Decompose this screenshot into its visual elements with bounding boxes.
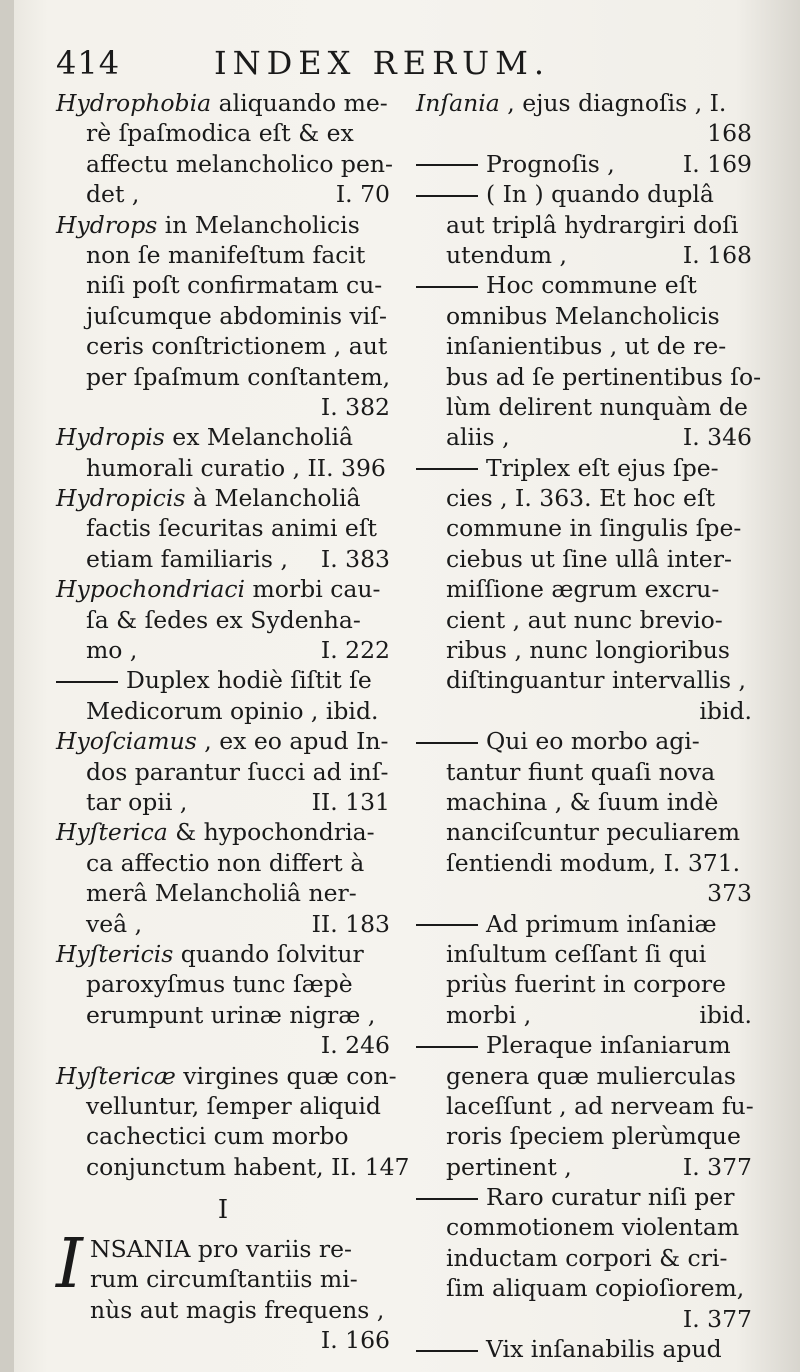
entry-text: paroxyſmus tunc ſæpè xyxy=(86,970,353,999)
index-entry xyxy=(56,88,393,210)
entry-text: affectu melancholico pen- xyxy=(86,149,393,178)
index-entry xyxy=(416,1182,752,1334)
line-text-group xyxy=(90,1295,384,1325)
drop-cap: I xyxy=(56,1225,83,1305)
index-line xyxy=(56,878,390,908)
entry-text: virgines quæ con- xyxy=(175,1061,397,1090)
entry-text: factis ſecuritas animi eſt xyxy=(86,514,377,543)
index-line xyxy=(416,969,752,999)
index-line xyxy=(416,149,752,179)
line-text-group xyxy=(86,544,288,574)
repeat-dash xyxy=(416,468,478,470)
entry-text: non ſe manifeſtum facit xyxy=(86,240,366,269)
index-line xyxy=(416,1243,752,1273)
entry-text: ribus , nunc longioribus xyxy=(446,636,730,665)
page-reference: ibid. xyxy=(699,1000,752,1029)
index-line xyxy=(56,1000,390,1030)
index-entry xyxy=(56,665,390,726)
line-text-group xyxy=(446,1061,736,1091)
index-line xyxy=(56,909,390,939)
index-line xyxy=(90,1325,390,1355)
index-line xyxy=(416,1121,752,1151)
line-text-group xyxy=(446,483,715,513)
index-line xyxy=(416,909,752,939)
line-text-group xyxy=(446,240,567,270)
entry-text: Qui eo morbo agi- xyxy=(486,727,700,756)
line-text-group xyxy=(86,878,357,908)
repeat-dash xyxy=(416,1198,478,1200)
entry-text: ca affectio non differt à xyxy=(86,848,365,877)
index-line xyxy=(56,1121,390,1151)
line-text-group xyxy=(86,909,142,939)
index-line xyxy=(416,1182,752,1212)
running-head xyxy=(56,44,756,94)
entry-text: humorali curatio , II. 396 xyxy=(86,453,386,482)
index-entry xyxy=(56,210,390,423)
index-line xyxy=(416,301,752,331)
index-line xyxy=(56,574,390,604)
repeat-dash xyxy=(416,286,478,288)
line-text-group xyxy=(86,513,377,543)
index-line xyxy=(416,1212,752,1242)
index-line xyxy=(416,1061,752,1091)
index-line xyxy=(416,331,752,361)
entry-headword: Hydropis xyxy=(56,423,165,452)
index-line xyxy=(56,149,393,179)
index-line xyxy=(416,574,752,604)
entry-text: diſtinguantur intervallis , xyxy=(446,666,747,695)
line-text-group xyxy=(86,787,187,817)
entry-text: utendum , xyxy=(446,240,568,269)
entry-text: rè ſpaſmodica eſt & ex xyxy=(86,119,354,148)
entry-headword: Hyſterica xyxy=(56,818,168,847)
line-text-group xyxy=(86,240,365,270)
repeat-dash xyxy=(416,742,478,744)
index-line xyxy=(56,270,390,300)
entry-text: rum circumſtantiis mi- xyxy=(90,1265,358,1294)
entry-text: aut triplâ hydrargiri doſi xyxy=(446,210,739,239)
entry-text: ceris conſtrictionem , aut xyxy=(86,332,388,361)
index-line xyxy=(56,757,390,787)
index-entry xyxy=(416,179,752,270)
entry-text: Hoc commune eſt xyxy=(486,271,697,300)
entry-text: à Melancholiâ xyxy=(185,484,361,513)
line-text-group xyxy=(56,422,353,452)
index-line xyxy=(416,513,752,543)
index-line xyxy=(416,210,752,240)
entry-text: nanciſcuntur peculiarem xyxy=(446,818,741,847)
entry-text: laceſſunt , ad nerveam fu- xyxy=(446,1091,754,1120)
entry-text: dos parantur ſucci ad inſ- xyxy=(86,757,389,786)
index-line xyxy=(416,544,752,574)
left-index-column xyxy=(56,88,410,1356)
index-line xyxy=(416,878,752,908)
entry-text: Vix inſanabilis apud xyxy=(486,1335,722,1364)
page-reference: I. 166 xyxy=(320,1326,390,1355)
index-line xyxy=(56,483,390,513)
line-text-group xyxy=(446,392,748,422)
line-text-group xyxy=(56,726,388,756)
index-line xyxy=(90,1234,390,1264)
line-text-group xyxy=(86,179,139,209)
line-text-group xyxy=(90,1234,352,1264)
index-line xyxy=(56,544,390,574)
line-text-group xyxy=(86,301,387,331)
index-entry xyxy=(56,726,390,817)
line-text-group xyxy=(86,757,388,787)
index-entry xyxy=(416,453,752,727)
index-entry xyxy=(416,1334,752,1364)
index-entry xyxy=(416,270,762,452)
entry-text: genera quæ mulierculas xyxy=(446,1061,736,1090)
entry-text: lùm delirent nunquàm de xyxy=(446,392,748,421)
page-reference: II. 183 xyxy=(311,909,390,938)
entry-text: Ad primum inſaniæ xyxy=(486,909,717,938)
index-line xyxy=(416,1304,752,1334)
repeat-dash xyxy=(416,195,478,197)
entry-text: bus ad ſe pertinentibus ſo- xyxy=(446,362,762,391)
index-line xyxy=(416,270,752,300)
index-line xyxy=(416,696,752,726)
line-text-group xyxy=(86,635,137,665)
page-reference: I. 169 xyxy=(682,149,752,178)
page-gutter xyxy=(0,0,14,1372)
entry-text: inductam corpori & cri- xyxy=(446,1243,728,1272)
repeat-dash xyxy=(416,1350,478,1352)
entry-text: omnibus Melancholicis xyxy=(446,301,720,330)
line-text-group xyxy=(56,817,375,847)
index-entry xyxy=(56,483,390,574)
page-reference: I. 383 xyxy=(320,544,390,573)
entry-text: commune in ſingulis ſpe- xyxy=(446,514,742,543)
index-entry xyxy=(56,422,390,483)
line-text-group xyxy=(416,88,726,118)
index-line xyxy=(416,665,752,695)
index-line xyxy=(416,362,762,392)
line-text-group xyxy=(446,422,510,452)
line-text-group xyxy=(446,210,738,240)
entry-text: ex Melancholiâ xyxy=(164,423,354,452)
index-line xyxy=(416,1030,752,1060)
line-text-group xyxy=(446,362,761,392)
index-line xyxy=(56,118,390,148)
entry-text: , ejus diagnoſis , I. xyxy=(499,89,727,117)
index-line xyxy=(416,1273,752,1303)
index-line xyxy=(56,453,390,483)
page-reference: I. 346 xyxy=(682,423,752,452)
repeat-dash xyxy=(416,924,478,926)
index-line xyxy=(56,301,390,331)
entry-text: cient , aut nunc brevio- xyxy=(446,605,723,634)
line-text-group xyxy=(86,331,387,361)
index-line xyxy=(56,513,390,543)
entry-text: Medicorum opinio , ibid. xyxy=(86,696,379,725)
entry-headword: Hydrops xyxy=(56,210,158,239)
index-line xyxy=(416,88,752,118)
entry-headword: Hyoſciamus xyxy=(56,727,197,756)
entry-headword: Hyſtericæ xyxy=(56,1061,176,1090)
line-text-group xyxy=(446,757,715,787)
page-number: 414 xyxy=(56,44,121,82)
page-reference: I. 222 xyxy=(320,636,390,665)
index-line xyxy=(56,848,390,878)
line-text-group xyxy=(86,696,378,726)
entry-headword: Hypochondriaci xyxy=(56,575,246,604)
index-entry xyxy=(416,1030,752,1182)
entry-text: cies , I. 363. Et hoc eſt xyxy=(446,484,716,513)
entry-text: nùs aut magis frequens , xyxy=(90,1295,385,1324)
entry-text: aliis , xyxy=(446,423,510,452)
line-text-group xyxy=(56,665,372,695)
initial-entry xyxy=(56,1225,390,1356)
entry-text: , ex eo apud In- xyxy=(196,727,389,756)
section-letter: I xyxy=(217,1195,229,1226)
entry-text: morbi cau- xyxy=(245,575,381,604)
page-reference: 373 xyxy=(707,879,752,908)
entry-text: pertinent , xyxy=(446,1152,572,1181)
repeat-dash xyxy=(416,164,478,166)
entry-text: ſa & ſedes ex Sydenha- xyxy=(86,605,361,634)
line-text-group xyxy=(56,939,364,969)
index-line xyxy=(416,726,752,756)
line-text-group xyxy=(446,1212,739,1242)
index-line xyxy=(416,422,752,452)
entry-text: juſcumque abdominis viſ- xyxy=(86,301,387,330)
entry-text: ( In ) quando duplâ xyxy=(486,180,714,209)
index-entry xyxy=(416,726,752,908)
entry-text: machina , & ſuum indè xyxy=(446,787,719,816)
entry-text: erumpunt urinæ nigræ , xyxy=(86,1000,376,1029)
line-text-group xyxy=(56,483,361,513)
index-entry xyxy=(56,1061,410,1183)
index-line xyxy=(416,240,752,270)
index-line xyxy=(56,969,390,999)
index-line xyxy=(56,392,390,422)
index-line xyxy=(56,179,390,209)
page-reference: 168 xyxy=(707,119,752,148)
entry-text: miſſione ægrum excru- xyxy=(446,575,720,604)
entry-headword: Hyſtericis xyxy=(56,939,174,968)
entry-text: velluntur, ſemper aliquid xyxy=(86,1091,381,1120)
line-text-group xyxy=(86,1152,409,1182)
index-line xyxy=(416,118,752,148)
line-text-group xyxy=(416,1334,722,1364)
index-line xyxy=(416,605,752,635)
index-line xyxy=(56,726,390,756)
entry-text: conjunctum habent, II. 147 xyxy=(86,1152,410,1181)
index-line xyxy=(416,453,752,483)
index-line xyxy=(56,362,390,392)
line-text-group xyxy=(446,635,730,665)
page-reference: I. 246 xyxy=(320,1031,390,1060)
entry-text: morbi , xyxy=(446,1000,532,1029)
entry-headword: Hydropicis xyxy=(56,484,186,513)
index-line xyxy=(416,1000,752,1030)
line-text-group xyxy=(446,1091,754,1121)
line-text-group xyxy=(446,848,740,878)
index-entry xyxy=(416,909,752,1031)
entry-text: niſi poſt confirmatam cu- xyxy=(86,271,383,300)
index-line xyxy=(56,787,390,817)
index-line xyxy=(56,422,390,452)
index-line xyxy=(56,88,390,118)
running-title: INDEX RERUM. xyxy=(214,44,551,82)
line-text-group xyxy=(446,787,718,817)
index-line xyxy=(416,817,752,847)
line-text-group xyxy=(86,1000,375,1030)
line-text-group xyxy=(446,969,726,999)
line-text-group xyxy=(446,1152,572,1182)
entry-text: mo , xyxy=(86,636,138,665)
entry-text: Triplex eſt ejus ſpe- xyxy=(486,453,719,482)
line-text-group xyxy=(56,574,380,604)
line-text-group xyxy=(446,605,723,635)
index-line xyxy=(56,240,390,270)
line-text-group xyxy=(86,848,364,878)
index-line xyxy=(56,210,390,240)
index-line xyxy=(56,1091,390,1121)
line-text-group xyxy=(446,1000,531,1030)
entry-text: cachectici cum morbo xyxy=(86,1122,349,1151)
line-text-group xyxy=(446,301,720,331)
entry-text: Pleraque inſaniarum xyxy=(486,1031,731,1060)
line-text-group xyxy=(416,909,717,939)
line-text-group xyxy=(86,362,390,392)
index-line xyxy=(56,1061,397,1091)
index-line xyxy=(416,179,752,209)
index-entry xyxy=(56,574,390,665)
line-text-group xyxy=(86,270,382,300)
index-line xyxy=(416,483,752,513)
index-line xyxy=(56,635,390,665)
line-text-group xyxy=(86,149,393,179)
line-text-group xyxy=(416,726,700,756)
entry-text: & hypochondria- xyxy=(167,818,375,847)
line-text-group xyxy=(446,1273,744,1303)
index-line xyxy=(416,1152,752,1182)
entry-text: etiam familiaris , xyxy=(86,544,288,573)
entry-text: roris ſpeciem plerùmque xyxy=(446,1122,741,1151)
index-line xyxy=(416,635,752,665)
line-text-group xyxy=(446,665,746,695)
index-line xyxy=(416,392,752,422)
index-line xyxy=(416,787,752,817)
entry-text: ſentiendi modum, I. 371. xyxy=(446,848,741,877)
entry-headword: Hydrophobia xyxy=(56,89,212,117)
line-text-group xyxy=(86,118,354,148)
index-line xyxy=(56,331,390,361)
page-reference: II. 131 xyxy=(311,787,390,816)
line-text-group xyxy=(446,817,740,847)
line-text-group xyxy=(416,149,615,179)
line-text-group xyxy=(416,1182,734,1212)
index-line xyxy=(416,939,752,969)
page-reference: ibid. xyxy=(699,696,752,725)
index-entry xyxy=(56,817,390,939)
line-text-group xyxy=(446,513,741,543)
entry-text: aliquando me- xyxy=(211,89,388,117)
index-entry xyxy=(416,149,752,179)
entry-text: tantur fiunt quaſi nova xyxy=(446,757,716,786)
index-line xyxy=(416,848,752,878)
line-text-group xyxy=(86,969,353,999)
line-text-group xyxy=(446,574,719,604)
line-text-group xyxy=(56,210,360,240)
line-text-group xyxy=(446,1243,727,1273)
line-text-group xyxy=(86,605,361,635)
index-line xyxy=(416,1091,752,1121)
entry-text: tar opii , xyxy=(86,787,188,816)
entry-text: Prognoſis , xyxy=(486,149,615,178)
line-text-group xyxy=(446,939,706,969)
line-text-group xyxy=(86,1121,349,1151)
entry-text: merâ Melancholiâ ner- xyxy=(86,879,357,908)
entry-text: in Melancholicis xyxy=(157,210,360,239)
line-text-group xyxy=(416,179,714,209)
page-reference: I. 70 xyxy=(335,180,390,209)
line-text-group xyxy=(416,453,719,483)
line-text-group xyxy=(56,1061,397,1091)
line-text-group xyxy=(56,88,388,118)
right-index-column xyxy=(416,88,762,1364)
index-entry xyxy=(416,88,752,149)
entry-text: Raro curatur niſi per xyxy=(486,1183,735,1212)
entry-text: per ſpaſmum conſtantem, xyxy=(86,362,391,391)
entry-text: commotionem violentam xyxy=(446,1213,740,1242)
index-line xyxy=(56,605,390,635)
index-line xyxy=(416,1334,752,1364)
index-line xyxy=(56,1152,410,1182)
page-reference: I. 168 xyxy=(682,240,752,269)
line-text-group xyxy=(86,453,386,483)
line-text-group xyxy=(416,1030,731,1060)
entry-headword: Inſania xyxy=(416,89,500,117)
index-line xyxy=(56,665,390,695)
index-line xyxy=(90,1264,390,1294)
page-reference: I. 377 xyxy=(682,1152,752,1181)
entry-text: ſim aliquam copioſiorem, xyxy=(446,1274,745,1303)
repeat-dash xyxy=(416,1046,478,1048)
line-text-group xyxy=(446,544,732,574)
page-reference: I. 377 xyxy=(682,1304,752,1333)
entry-text: veâ , xyxy=(86,909,143,938)
index-line xyxy=(56,1030,390,1060)
repeat-dash xyxy=(56,681,118,683)
entry-text: Duplex hodiè ſiſtit ſe xyxy=(126,666,372,695)
index-line xyxy=(90,1295,390,1325)
line-text-group xyxy=(446,1121,741,1151)
index-line xyxy=(56,817,390,847)
index-line xyxy=(56,939,390,969)
entry-text: priùs fuerint in corpore xyxy=(446,970,726,999)
index-entry xyxy=(56,939,390,1061)
entry-text: ciebus ut ſine ullâ inter- xyxy=(446,544,732,573)
entry-text: quando ſolvitur xyxy=(173,939,364,968)
entry-text: NSANIA pro variis re- xyxy=(90,1235,352,1264)
page-reference: I. 382 xyxy=(320,392,390,421)
index-line xyxy=(416,757,752,787)
line-text-group xyxy=(86,1091,381,1121)
line-text-group xyxy=(416,270,697,300)
line-text-group xyxy=(90,1264,358,1294)
index-line xyxy=(56,696,390,726)
entry-text: inſultum ceſſant ſi qui xyxy=(446,939,707,968)
entry-text: inſanientibus , ut de re- xyxy=(446,332,727,361)
entry-text: det , xyxy=(86,180,140,209)
line-text-group xyxy=(446,331,726,361)
